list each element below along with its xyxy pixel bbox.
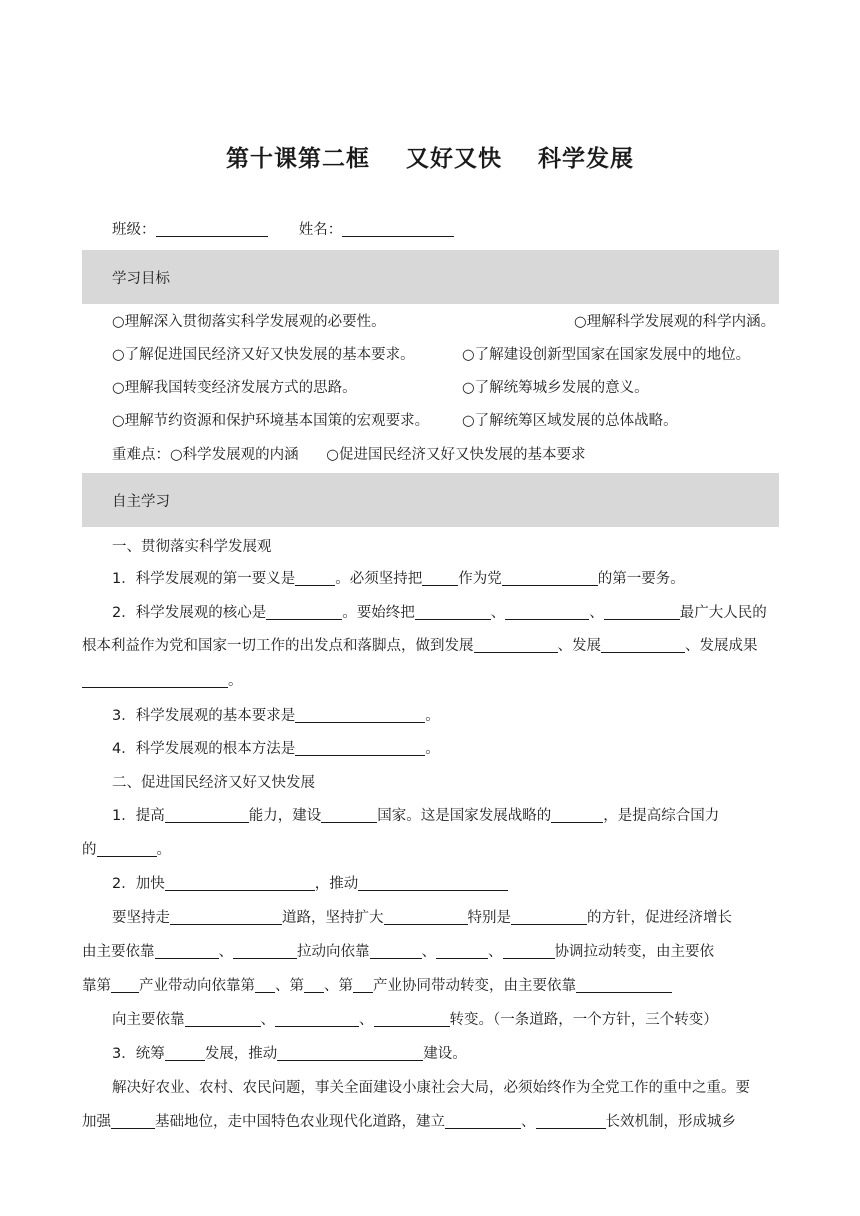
goal-item: ○了解统筹区域发展的总体战略。	[462, 413, 678, 429]
answer-blank[interactable]	[321, 806, 377, 823]
point-2: 2．加快 ，推动	[112, 874, 782, 894]
point-3: 3．统筹 发展，推动 建设。	[112, 1046, 467, 1062]
name-label: 姓名：	[298, 222, 343, 238]
answer-blank[interactable]	[422, 569, 458, 586]
section-header-goals	[82, 250, 779, 304]
answer-blank[interactable]	[536, 1112, 606, 1129]
answer-blank[interactable]	[155, 942, 219, 959]
goal-item: ○理解深入贯彻落实科学发展观的必要性。	[112, 314, 386, 330]
answer-blank[interactable]	[551, 806, 603, 823]
answer-blank[interactable]	[503, 942, 555, 959]
answer-blank[interactable]	[165, 874, 315, 891]
answer-blank[interactable]	[233, 942, 297, 959]
answer-blank[interactable]	[295, 706, 425, 723]
goal-row	[112, 312, 782, 332]
answer-blank[interactable]	[275, 1010, 359, 1027]
answer-blank[interactable]	[82, 671, 228, 688]
page-title: 第十课第二框 又好又快 科学发展	[225, 146, 635, 172]
answer-blank[interactable]	[111, 976, 139, 993]
question-4: 4．科学发展观的根本方法是 。	[112, 741, 440, 757]
goal-item: ○理解节约资源和保护环境基本国策的宏观要求。	[112, 413, 430, 429]
answer-blank[interactable]	[505, 603, 589, 620]
answer-blank[interactable]	[165, 1044, 205, 1061]
answer-blank[interactable]	[436, 942, 488, 959]
answer-blank[interactable]	[165, 806, 249, 823]
answer-blank[interactable]	[111, 1112, 155, 1129]
student-info-row	[112, 220, 782, 240]
answer-blank[interactable]	[185, 1010, 261, 1027]
answer-blank[interactable]	[445, 1112, 521, 1129]
point-3-para: 解决好农业、农村、农民问题，事关全面建设小康社会大局，必须始终作为全党工作的重中之重。要	[112, 1080, 750, 1096]
goal-item: ○理解科学发展观的科学内涵。	[574, 314, 776, 330]
answer-blank[interactable]	[255, 976, 275, 993]
question-2-end: 。	[82, 671, 782, 691]
answer-blank[interactable]	[358, 874, 508, 891]
question-3: 3．科学发展观的基本要求是 。	[112, 708, 440, 724]
goal-item: ○了解建设创新型国家在国家发展中的地位。	[462, 347, 751, 363]
point-3-para: 加强 基础地位，走中国特色农业现代化道路，建立 、 长效机制，形成城乡	[82, 1114, 736, 1130]
class-label: 班级：	[112, 222, 156, 238]
answer-blank[interactable]	[474, 636, 558, 653]
point-2-para: 由主要依靠 、 拉动向依靠 、 、 协调拉动转变，由主要依	[82, 944, 714, 960]
answer-blank[interactable]	[370, 942, 422, 959]
goal-item: ○了解统筹城乡发展的意义。	[462, 380, 649, 396]
answer-blank[interactable]	[170, 908, 282, 925]
answer-blank[interactable]	[353, 976, 373, 993]
goal-row	[112, 345, 782, 365]
part-title: 一、贯彻落实科学发展观	[112, 539, 272, 555]
answer-blank[interactable]	[384, 908, 468, 925]
goal-row	[112, 411, 782, 431]
goal-item: ○了解促进国民经济又好又快发展的基本要求。	[112, 347, 415, 363]
answer-blank[interactable]	[604, 603, 680, 620]
point-2-para: 要坚持走 道路，坚持扩大 特别是 的方针，促进经济增长	[112, 910, 732, 926]
key-points: 重难点：○科学发展观的内涵 ○促进国民经济又好又快发展的基本要求	[112, 447, 586, 463]
class-input[interactable]	[156, 220, 268, 237]
point-1-cont: 的 。	[82, 842, 171, 858]
question-2-cont: 根本利益作为党和国家一切工作的出发点和落脚点，做到发展 、发展 、发展成果	[82, 638, 758, 654]
answer-blank[interactable]	[374, 1010, 450, 1027]
answer-blank[interactable]	[502, 569, 598, 586]
goal-row	[112, 378, 782, 398]
answer-blank[interactable]	[304, 976, 324, 993]
answer-blank[interactable]	[511, 908, 587, 925]
point-1: 1．提高 能力，建设 国家。这是国家发展战略的 ，是提高综合国力	[112, 808, 720, 824]
answer-blank[interactable]	[295, 569, 335, 586]
goal-item: ○理解我国转变经济发展方式的思路。	[112, 380, 357, 396]
point-2-para: 靠第 产业带动向依靠第 、第 、第 产业协同带动转变，由主要依靠	[82, 976, 782, 996]
section-heading: 自主学习	[112, 494, 170, 510]
section-header-self-study	[82, 473, 779, 527]
answer-blank[interactable]	[295, 739, 425, 756]
section-heading: 学习目标	[112, 271, 170, 287]
question-2: 2．科学发展观的核心是 。要始终把 、 、 最广大人民的	[112, 605, 767, 621]
answer-blank[interactable]	[576, 976, 672, 993]
answer-blank[interactable]	[277, 1044, 423, 1061]
name-input[interactable]	[342, 220, 454, 237]
point-2-para: 向主要依靠 、 、 转变。（一条道路，一个方针，三个转变）	[112, 1012, 718, 1028]
part-title: 二、促进国民经济又好又快发展	[112, 775, 315, 791]
answer-blank[interactable]	[97, 840, 157, 857]
question-1: 1．科学发展观的第一要义是 。必须坚持把 作为党 的第一要务。	[112, 571, 685, 587]
answer-blank[interactable]	[415, 603, 491, 620]
answer-blank[interactable]	[266, 603, 342, 620]
answer-blank[interactable]	[601, 636, 685, 653]
